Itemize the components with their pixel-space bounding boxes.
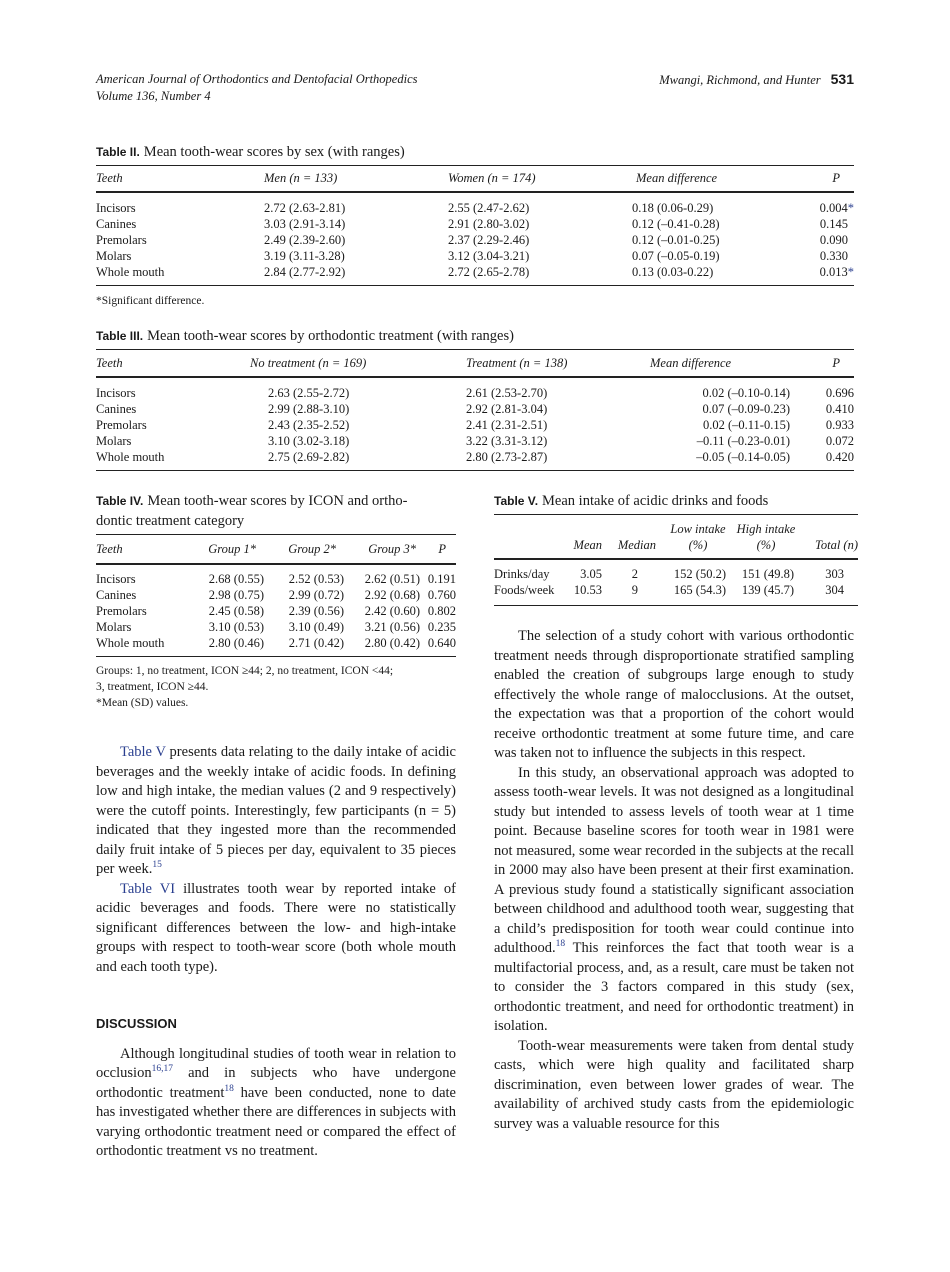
table5-header-total: Total (n) (815, 538, 858, 552)
table3-header-treatment: Treatment (n = 138) (466, 355, 568, 370)
table5-caption (494, 491, 768, 511)
table4-header-group1: Group 1* (208, 541, 256, 556)
table2-header-men: Men (n = 133) (264, 171, 338, 186)
table4-header-p: P (438, 541, 446, 556)
paragraph: Tooth-wear measurements were taken from dental study casts, which were high quality and facilitated sharp discrimination, even between lower grades of wear. The availability of archived study casts from the epidemiologic survey was a valuable resource for this (494, 1037, 854, 1132)
journal-name: American Journal of Orthodontics and Dentofacial Orthopedics (96, 72, 418, 86)
table3-label: Table III. (96, 329, 144, 343)
reference-18[interactable]: 18 (555, 939, 566, 950)
table-vi-link[interactable]: Table VI (120, 880, 176, 897)
significance-asterisk: * (847, 264, 854, 279)
table5-label: Table V. (494, 494, 539, 508)
table2-header-women: Women (n = 174) (448, 171, 536, 186)
table-row: Incisors 2.68 (0.55) 2.52 (0.53) 2.62 (0.51) 0.191 (96, 571, 456, 586)
table4-title-line2: dontic treatment category (96, 513, 245, 529)
section-heading-discussion: DISCUSSION (96, 1016, 177, 1031)
table-row: Molars 3.10 (0.53) 3.10 (0.49) 3.21 (0.56) 0.235 (96, 619, 456, 634)
table3-header-teeth: Teeth (96, 355, 123, 370)
page-number: 531 (830, 71, 854, 87)
paragraph: Table VI illustrates tooth wear by reported intake of acidic beverages and foods. There were no statistically significant differences between the low- and high-intake groups with respect to tooth-wear score (both whole mouth and each tooth type). (96, 880, 456, 975)
table2-note: *Significant difference. (96, 295, 205, 307)
table4-note-groups-line1: Groups: 1, no treatment, ICON ≥44; 2, no treatment, ICON <44; (96, 665, 394, 677)
table2-header-p: P (832, 171, 840, 186)
table3-header-p: P (832, 355, 840, 370)
table-row: Molars 3.10 (3.02-3.18) 3.22 (3.31-3.12) –0.11 (–0.23-0.01) 0.072 (96, 433, 854, 448)
paragraph: The selection of a study cohort with various orthodontic treatment needs through disproportionate stratified sampling enabled the creation of subgroups large enough to study effectively the whole range of malocclusions. At the outset, the expectation was that a proportion of the cohort would receive orthodontic treatment at some future time, and care was taken not to influence the subjects in this respect. (494, 628, 854, 761)
table-row: Canines 3.03 (2.91-3.14) 2.91 (2.80-3.02) 0.12 (–0.41-0.28) 0.145 (96, 216, 848, 231)
reference-15[interactable]: 15 (152, 860, 162, 871)
journal-volume: Volume 136, Number 4 (96, 89, 211, 103)
paragraph: Although longitudinal studies of tooth wear in relation to occlusion$^{16,17}$ and in subjects who have undergone orthodontic treatment$^{18}$ have been conducted, none to date has investigated whether there are differences in subjects with varying orthodontic treatment need or compared the effect of orthodontic treatment vs no treatment. (96, 1045, 456, 1159)
table5-header-median: Median (617, 538, 656, 552)
reference-16-17[interactable]: 16,17 (151, 1064, 173, 1075)
table3 (96, 349, 854, 471)
table2-caption (96, 142, 405, 162)
table-row: Whole mouth 2.84 (2.77-2.92) 2.72 (2.65-2.78) 0.13 (0.03-0.22) 0.013* (96, 264, 854, 279)
table-row: Incisors 2.63 (2.55-2.72) 2.61 (2.53-2.70) 0.02 (–0.10-0.14) 0.696 (96, 385, 854, 400)
significance-asterisk: * (847, 200, 854, 215)
table-row: Whole mouth 2.80 (0.46) 2.71 (0.42) 2.80 (0.42) 0.640 (96, 635, 456, 650)
reference-18[interactable]: 18 (224, 1083, 234, 1094)
table-row: Premolars 2.49 (2.39-2.60) 2.37 (2.29-2.46) 0.12 (–0.01-0.25) 0.090 (96, 232, 848, 247)
table3-header-no-treatment: No treatment (n = 169) (250, 355, 367, 370)
table5 (494, 514, 858, 606)
table-row: Whole mouth 2.75 (2.69-2.82) 2.80 (2.73-2.87) –0.05 (–0.14-0.05) 0.420 (96, 449, 854, 464)
running-header-right (659, 71, 854, 88)
table4-note-mean: *Mean (SD) values. (96, 697, 189, 709)
table4-note-groups-line2: 3, treatment, ICON ≥44. (96, 681, 209, 693)
table3-caption (96, 326, 514, 346)
paragraph: In this study, an observational approach was adopted to assess tooth-wear levels. It was not designed as a longitudinal study but intended to assess levels of tooth wear at 1 time point. Because baseline scores for tooth wear in 1981 were not measured, some wear recorded in the subjects at the recall in 2000 may also have been present at their first examination. A previous study found a statistically significant association between childhood and adulthood tooth wear, suggesting that a child’s predisposition for tooth wear could continue into adulthood.$^{18}$ This reinforces the fact that tooth wear is a multifactorial process, and, as a result, care must be taken not to consider the 3 factors compared in this study (sex, orthodontic treatment, and need for orthodontic treatment) in isolation. (494, 764, 854, 1034)
table4-label: Table IV. (96, 494, 144, 508)
table4-header-group3: Group 3* (368, 541, 416, 556)
table4-header-teeth: Teeth (96, 541, 123, 556)
table-row: Premolars 2.45 (0.58) 2.39 (0.56) 2.42 (0.60) 0.802 (96, 603, 456, 618)
table2 (96, 165, 854, 286)
table2-label: Table II. (96, 145, 140, 159)
paragraph: Table V presents data relating to the daily intake of acidic beverages and the weekly intake of acidic foods. In defining low and high intake, the median values (2 and 9 respectively) were the cutoff points. Interestingly, few participants (n = 5) indicated that they ingested more than the recommended daily fruit intake of 5 pieces per day, equivalent to 35 pieces per week.$^{15}$ (96, 744, 456, 877)
table4 (96, 534, 456, 657)
right-column-text (494, 627, 854, 1134)
table4-notes (96, 663, 456, 711)
table5-header-low-intake: Low intake (%) (670, 522, 726, 552)
table4-header-group2: Group 2* (288, 541, 336, 556)
table2-header-teeth: Teeth (96, 171, 123, 186)
table-v-link[interactable]: Table V (120, 744, 166, 760)
table-row: Drinks/day 3.05 2 152 (50.2) 151 (49.8) 303 (494, 567, 844, 581)
table-row: Premolars 2.43 (2.35-2.52) 2.41 (2.31-2.51) 0.02 (–0.11-0.15) 0.933 (96, 417, 854, 432)
left-column-text (96, 743, 456, 1162)
table3-header-mean-diff: Mean difference (650, 355, 732, 370)
table-row: Incisors 2.72 (2.63-2.81) 2.55 (2.47-2.62) 0.18 (0.06-0.29) 0.004* (96, 200, 854, 215)
authors: Mwangi, Richmond, and Hunter (659, 73, 821, 87)
table2-title: Mean tooth-wear scores by sex (with ranges) (143, 144, 405, 160)
table-row: Molars 3.19 (3.11-3.28) 3.12 (3.04-3.21) 0.07 (–0.05-0.19) 0.330 (96, 248, 848, 263)
table2-header-mean-diff: Mean difference (636, 171, 718, 186)
table5-title: Mean intake of acidic drinks and foods (542, 493, 769, 509)
table-row: Canines 2.98 (0.75) 2.99 (0.72) 2.92 (0.68) 0.760 (96, 587, 456, 602)
table4-title-line1: Mean tooth-wear scores by ICON and ortho- (147, 493, 408, 509)
table3-title: Mean tooth-wear scores by orthodontic treatment (with ranges) (147, 328, 514, 344)
table-row: Foods/week 10.53 9 165 (54.3) 139 (45.7) 304 (494, 583, 844, 597)
table4-caption (96, 491, 456, 531)
running-header-left (96, 71, 418, 105)
table5-header-mean: Mean (573, 538, 602, 552)
table5-header-high-intake: High intake (%) (736, 522, 796, 552)
table-row: Canines 2.99 (2.88-3.10) 2.92 (2.81-3.04) 0.07 (–0.09-0.23) 0.410 (96, 401, 854, 416)
